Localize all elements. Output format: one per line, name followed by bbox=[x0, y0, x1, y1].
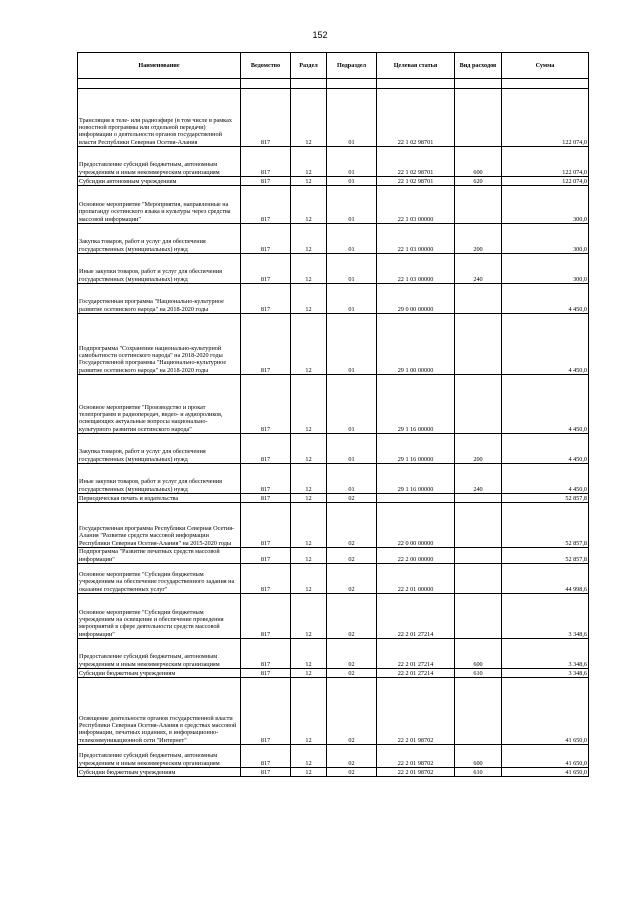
row-subsection: 02 bbox=[327, 564, 377, 594]
row-section: 12 bbox=[291, 375, 327, 434]
row-subsection: 02 bbox=[327, 678, 377, 745]
table-row bbox=[78, 147, 589, 177]
table-row bbox=[78, 503, 589, 548]
row-department: 817 bbox=[241, 494, 291, 503]
row-department: 817 bbox=[241, 678, 291, 745]
row-amount: 300,0 bbox=[502, 186, 589, 224]
row-expense-type: 600 bbox=[455, 745, 502, 768]
table-row bbox=[78, 464, 589, 494]
column-header-department: Ведомство bbox=[241, 53, 291, 79]
row-subsection: 02 bbox=[327, 768, 377, 777]
row-department: 817 bbox=[241, 669, 291, 678]
table-row bbox=[78, 224, 589, 254]
row-name: Подпрограмма "Развитие печатных средств массовой информации" bbox=[78, 548, 241, 564]
row-amount: 4 450,0 bbox=[502, 464, 589, 494]
row-expense-type: 200 bbox=[455, 434, 502, 464]
column-header-subsection: Подраздел bbox=[327, 53, 377, 79]
row-name: Государственная программа "Национально-культурное развитие осетинского народа" на 2018-2020 годы bbox=[78, 284, 241, 314]
row-target-article bbox=[377, 494, 455, 503]
row-department: 817 bbox=[241, 503, 291, 548]
row-section: 12 bbox=[291, 186, 327, 224]
row-expense-type bbox=[455, 314, 502, 375]
row-name: Иные закупки товаров, работ и услуг для обеспечения государственных (муниципальных) нужд bbox=[78, 254, 241, 284]
row-target-article: 22 2 01 27214 bbox=[377, 669, 455, 678]
table-row bbox=[78, 594, 589, 639]
row-department: 817 bbox=[241, 639, 291, 669]
row-expense-type bbox=[455, 594, 502, 639]
row-name: Государственная программа Республики Северная Осетия-Алания "Развитие средств массовой информации Республики Северная Осетия-Алания" на 2015-2020 годы bbox=[78, 503, 241, 548]
row-department: 817 bbox=[241, 284, 291, 314]
table-row bbox=[78, 678, 589, 745]
row-name: Закупка товаров, работ и услуг для обеспечения государственных (муниципальных) нужд bbox=[78, 434, 241, 464]
row-expense-type: 610 bbox=[455, 768, 502, 777]
row-subsection: 02 bbox=[327, 745, 377, 768]
row-subsection: 01 bbox=[327, 89, 377, 147]
row-expense-type bbox=[455, 89, 502, 147]
row-section: 12 bbox=[291, 745, 327, 768]
row-amount: 3 348,6 bbox=[502, 669, 589, 678]
table-row bbox=[78, 494, 589, 503]
row-amount: 3 348,6 bbox=[502, 594, 589, 639]
row-amount: 44 998,6 bbox=[502, 564, 589, 594]
row-section: 12 bbox=[291, 594, 327, 639]
row-section: 12 bbox=[291, 434, 327, 464]
row-target-article: 29 0 00 00000 bbox=[377, 284, 455, 314]
row-expense-type: 610 bbox=[455, 669, 502, 678]
row-department: 817 bbox=[241, 177, 291, 186]
table-row bbox=[78, 745, 589, 768]
row-section: 12 bbox=[291, 678, 327, 745]
row-department: 817 bbox=[241, 745, 291, 768]
row-target-article: 22 2 01 98702 bbox=[377, 678, 455, 745]
page-number: 152 bbox=[312, 30, 328, 40]
row-amount: 52 857,8 bbox=[502, 494, 589, 503]
table-row bbox=[78, 564, 589, 594]
table-row bbox=[78, 434, 589, 464]
row-expense-type: 240 bbox=[455, 254, 502, 284]
row-subsection: 01 bbox=[327, 147, 377, 177]
row-amount: 52 857,8 bbox=[502, 548, 589, 564]
row-subsection: 01 bbox=[327, 254, 377, 284]
row-department: 817 bbox=[241, 548, 291, 564]
row-subsection: 01 bbox=[327, 186, 377, 224]
row-target-article: 22 1 03 00000 bbox=[377, 186, 455, 224]
row-amount: 300,0 bbox=[502, 254, 589, 284]
row-subsection: 01 bbox=[327, 434, 377, 464]
table-row bbox=[78, 375, 589, 434]
row-name: Предоставление субсидий бюджетным, автономным учреждениям и иным некоммерческим организациям bbox=[78, 639, 241, 669]
row-amount: 3 348,6 bbox=[502, 639, 589, 669]
row-amount: 41 650,0 bbox=[502, 745, 589, 768]
row-section: 12 bbox=[291, 669, 327, 678]
row-section: 12 bbox=[291, 639, 327, 669]
row-target-article: 22 2 01 98702 bbox=[377, 745, 455, 768]
column-header-expense-type: Вид расходов bbox=[455, 53, 502, 79]
row-target-article: 22 2 01 00000 bbox=[377, 564, 455, 594]
row-target-article: 29 1 16 00000 bbox=[377, 464, 455, 494]
row-subsection: 01 bbox=[327, 375, 377, 434]
row-subsection: 01 bbox=[327, 314, 377, 375]
row-name: Основное мероприятие "Субсидии бюджетным учреждениям на обеспечение государственного задания на оказание государственных услуг" bbox=[78, 564, 241, 594]
row-name: Основное мероприятие "Производство и прокат телепрограмм и радиопередач, видео- и аудиороликов, освещающих актуальные вопросы национально-культурного развития осетинского народа" bbox=[78, 375, 241, 434]
row-target-article: 22 2 01 27214 bbox=[377, 639, 455, 669]
row-department: 817 bbox=[241, 89, 291, 147]
column-header-section: Раздел bbox=[291, 53, 327, 79]
row-department: 817 bbox=[241, 768, 291, 777]
table-row bbox=[78, 669, 589, 678]
table-row bbox=[78, 548, 589, 564]
row-amount: 4 450,0 bbox=[502, 284, 589, 314]
row-expense-type: 620 bbox=[455, 177, 502, 186]
row-amount: 52 857,8 bbox=[502, 503, 589, 548]
row-subsection: 01 bbox=[327, 464, 377, 494]
row-section: 12 bbox=[291, 314, 327, 375]
row-name: Субсидии бюджетным учреждениям bbox=[78, 669, 241, 678]
row-name: Трансляция в теле- или радиоэфире (в том числе в рамках новостной программы или отдельной передачи) информации о деятельности органов государственной власти Республики Северная Осетия-Алания bbox=[78, 89, 241, 147]
table-row bbox=[78, 284, 589, 314]
row-target-article: 29 1 00 00000 bbox=[377, 314, 455, 375]
row-name: Субсидии автономным учреждениям bbox=[78, 177, 241, 186]
row-target-article: 22 1 03 00000 bbox=[377, 254, 455, 284]
row-section: 12 bbox=[291, 284, 327, 314]
row-target-article: 22 2 00 00000 bbox=[377, 548, 455, 564]
row-expense-type: 600 bbox=[455, 147, 502, 177]
row-amount: 122 074,0 bbox=[502, 177, 589, 186]
row-section: 12 bbox=[291, 224, 327, 254]
row-department: 817 bbox=[241, 224, 291, 254]
row-department: 817 bbox=[241, 254, 291, 284]
row-section: 12 bbox=[291, 564, 327, 594]
row-expense-type: 600 bbox=[455, 639, 502, 669]
row-target-article: 22 1 03 00000 bbox=[377, 224, 455, 254]
row-expense-type bbox=[455, 186, 502, 224]
row-subsection: 02 bbox=[327, 639, 377, 669]
row-name: Основное мероприятие "Мероприятия, направленные на пропаганду осетинского языка и культуры через средства массовой информации" bbox=[78, 186, 241, 224]
row-expense-type bbox=[455, 548, 502, 564]
row-name: Предоставление субсидий бюджетным, автономным учреждениям и иным некоммерческим организациям bbox=[78, 147, 241, 177]
header-spacer-row bbox=[78, 79, 589, 89]
row-target-article: 22 1 02 98701 bbox=[377, 177, 455, 186]
row-name: Периодическая печать и издательства bbox=[78, 494, 241, 503]
table-row bbox=[78, 177, 589, 186]
row-expense-type bbox=[455, 678, 502, 745]
row-subsection: 01 bbox=[327, 177, 377, 186]
row-department: 817 bbox=[241, 147, 291, 177]
row-name: Иные закупки товаров, работ и услуг для обеспечения государственных (муниципальных) нужд bbox=[78, 464, 241, 494]
row-name: Субсидии бюджетным учреждениям bbox=[78, 768, 241, 777]
row-target-article: 29 1 16 00000 bbox=[377, 434, 455, 464]
budget-table bbox=[77, 52, 589, 777]
row-amount: 4 450,0 bbox=[502, 434, 589, 464]
row-name: Освещение деятельности органов государственной власти Республики Северная Осетия-Алания в средствах массовой информации, печатных изданиях, в информационно-телекоммуникационной сети "Интернет" bbox=[78, 678, 241, 745]
row-subsection: 02 bbox=[327, 503, 377, 548]
row-section: 12 bbox=[291, 464, 327, 494]
row-name: Основное мероприятие "Субсидии бюджетным учреждениям на освещение и обеспечение проведения мероприятий в сфере деятельности средств массовой информации" bbox=[78, 594, 241, 639]
table-row bbox=[78, 89, 589, 147]
row-amount: 122 074,0 bbox=[502, 89, 589, 147]
table-row bbox=[78, 768, 589, 777]
row-expense-type bbox=[455, 503, 502, 548]
row-amount: 41 650,0 bbox=[502, 768, 589, 777]
row-subsection: 02 bbox=[327, 594, 377, 639]
row-section: 12 bbox=[291, 494, 327, 503]
row-amount: 41 650,0 bbox=[502, 678, 589, 745]
table-row bbox=[78, 639, 589, 669]
row-section: 12 bbox=[291, 503, 327, 548]
row-expense-type: 240 bbox=[455, 464, 502, 494]
row-expense-type bbox=[455, 494, 502, 503]
row-amount: 4 450,0 bbox=[502, 375, 589, 434]
column-header-target-article: Целевая статья bbox=[377, 53, 455, 79]
table-header bbox=[78, 53, 589, 89]
row-section: 12 bbox=[291, 768, 327, 777]
row-expense-type bbox=[455, 564, 502, 594]
row-expense-type: 200 bbox=[455, 224, 502, 254]
row-name: Закупка товаров, работ и услуг для обеспечения государственных (муниципальных) нужд bbox=[78, 224, 241, 254]
row-name: Предоставление субсидий бюджетным, автономным учреждениям и иным некоммерческим организациям bbox=[78, 745, 241, 768]
table-row bbox=[78, 186, 589, 224]
row-subsection: 01 bbox=[327, 224, 377, 254]
row-amount: 4 450,0 bbox=[502, 314, 589, 375]
row-section: 12 bbox=[291, 177, 327, 186]
row-department: 817 bbox=[241, 314, 291, 375]
row-subsection: 02 bbox=[327, 494, 377, 503]
row-department: 817 bbox=[241, 186, 291, 224]
column-header-amount: Сумма bbox=[502, 53, 589, 79]
row-section: 12 bbox=[291, 147, 327, 177]
table-row bbox=[78, 254, 589, 284]
row-section: 12 bbox=[291, 89, 327, 147]
table-row bbox=[78, 314, 589, 375]
row-expense-type bbox=[455, 284, 502, 314]
row-subsection: 02 bbox=[327, 548, 377, 564]
row-department: 817 bbox=[241, 594, 291, 639]
column-header-name: Наименование bbox=[78, 53, 241, 79]
row-department: 817 bbox=[241, 375, 291, 434]
row-name: Подпрограмма "Сохранение национально-культурной самобытности осетинского народа" на 2018-2020 годы Государственной программы "Национально-культурное развитие осетинского народа" на 2018-2020 годы bbox=[78, 314, 241, 375]
row-subsection: 02 bbox=[327, 669, 377, 678]
row-department: 817 bbox=[241, 464, 291, 494]
row-section: 12 bbox=[291, 548, 327, 564]
row-target-article: 22 1 02 98701 bbox=[377, 147, 455, 177]
table-body bbox=[78, 89, 589, 777]
row-subsection: 01 bbox=[327, 284, 377, 314]
row-department: 817 bbox=[241, 434, 291, 464]
row-target-article: 22 2 01 27214 bbox=[377, 594, 455, 639]
row-target-article: 29 1 16 00000 bbox=[377, 375, 455, 434]
row-amount: 300,0 bbox=[502, 224, 589, 254]
row-amount: 122 074,0 bbox=[502, 147, 589, 177]
row-target-article: 22 1 02 98701 bbox=[377, 89, 455, 147]
row-expense-type bbox=[455, 375, 502, 434]
row-section: 12 bbox=[291, 254, 327, 284]
row-department: 817 bbox=[241, 564, 291, 594]
row-target-article: 22 0 00 00000 bbox=[377, 503, 455, 548]
row-target-article: 22 2 01 98702 bbox=[377, 768, 455, 777]
